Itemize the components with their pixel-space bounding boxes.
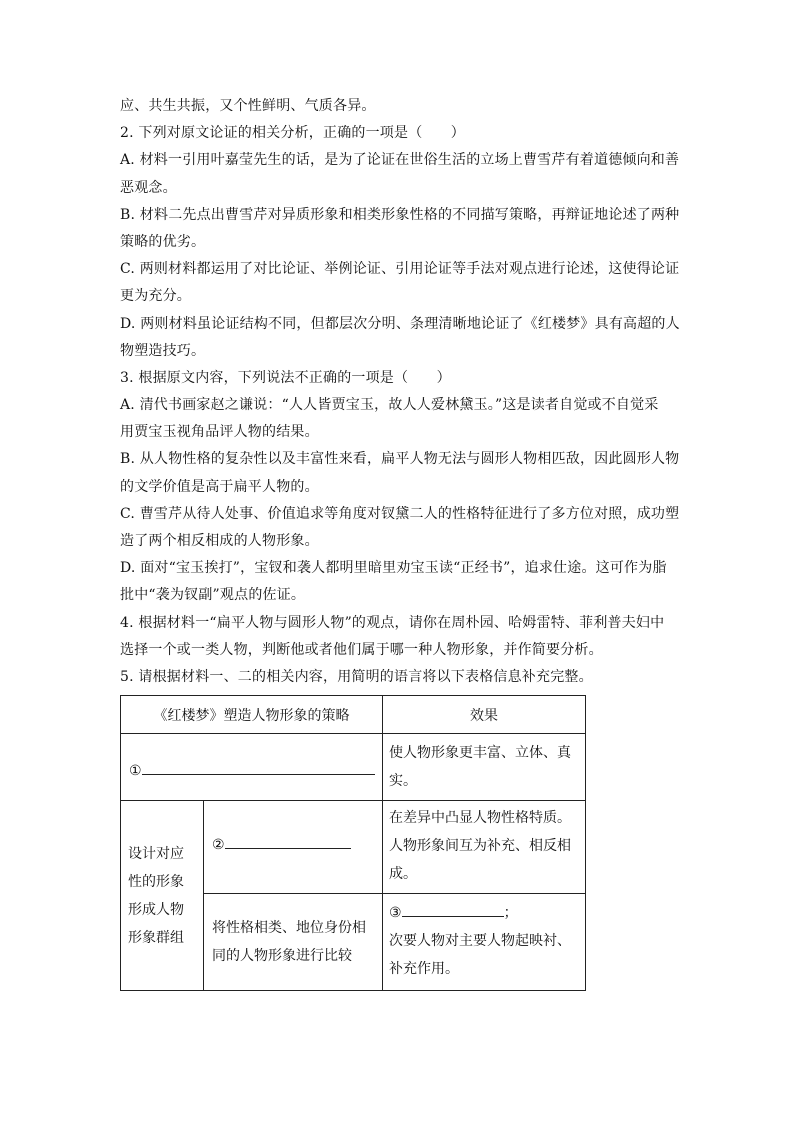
question-2-option-b: B. 材料二先点出曹雪芹对异质形象和相类形象性格的不同描写策略，再辩证地论述了两种 bbox=[120, 206, 680, 223]
text-line: 更为充分。 bbox=[120, 288, 191, 305]
circled-2-marker: ② bbox=[212, 837, 225, 853]
circled-1-marker: ① bbox=[129, 762, 142, 779]
question-3-option-c: C. 曹雪芹从待人处事、价值追求等角度对钗黛二人的性格特征进行了多方位对照，成功塑 bbox=[120, 505, 680, 522]
question-text bbox=[120, 93, 680, 691]
text-line: 策略的优劣。 bbox=[120, 233, 206, 250]
table-header-effect: 效果 bbox=[383, 696, 586, 734]
question-2-option-c: C. 两则材料都运用了对比论证、举例论证、引用论证等手法对观点进行论述，这使得论证 bbox=[120, 261, 680, 278]
text-line: 造了两个相反相成的人物形象。 bbox=[120, 533, 319, 549]
row2-strategy-cell bbox=[204, 801, 383, 894]
answer-blank-1[interactable] bbox=[142, 756, 375, 775]
row3-effect-text: 次要人物对主要人物起映衬、补充作用。 bbox=[389, 933, 571, 977]
table-header-strategy: 《红楼梦》塑造人物形象的策略 bbox=[121, 696, 383, 734]
text-line: 恶观念。 bbox=[120, 179, 177, 196]
question-3-stem: 3. 根据原文内容，下列说法不正确的一项是（ ） bbox=[120, 369, 451, 386]
text-line: 批中“袭为钗副”观点的佐证。 bbox=[120, 587, 306, 604]
row2-effect-cell: 在差异中凸显人物性格特质。人物形象间互为补充、相反相成。 bbox=[383, 801, 586, 894]
group-label-cell: 设计对应性的形象形成人物形象群组 bbox=[121, 801, 204, 991]
text-line: 物塑造技巧。 bbox=[120, 342, 206, 359]
answer-blank-2[interactable] bbox=[225, 830, 351, 849]
row1-strategy-cell bbox=[121, 734, 383, 801]
question-2-stem: 2. 下列对原文论证的相关分析，正确的一项是（ ） bbox=[120, 125, 466, 142]
question-3-option-b: B. 从人物性格的复杂性以及丰富性来看，扁平人物无法与圆形人物相匹敌，因此圆形人物 bbox=[120, 451, 680, 468]
question-4-stem: 4. 根据材料一“扁平人物与圆形人物”的观点，请你在周朴园、哈姆雷特、菲利普夫妇中 bbox=[120, 614, 665, 631]
row3-strategy-cell: 将性格相类、地位身份相同的人物形象进行比较 bbox=[204, 894, 383, 991]
row1-effect-cell: 使人物形象更丰富、立体、真实。 bbox=[383, 734, 586, 801]
strategy-effect-table bbox=[120, 695, 586, 991]
text-line: 选择一个或一类人物，判断他或者他们属于哪一种人物形象，并作简要分析。 bbox=[120, 641, 603, 658]
question-5-stem: 5. 请根据材料一、二的相关内容，用简明的语言将以下表格信息补充完整。 bbox=[120, 668, 593, 685]
text-line: 的文学价值是高于扁平人物的。 bbox=[120, 478, 319, 495]
text-line: 应、共生共振，又个性鲜明、气质各异。 bbox=[120, 98, 376, 114]
row3-effect-cell: ③ ； 次要人物对主要人物起映衬、补充作用。 bbox=[383, 894, 586, 991]
answer-blank-3[interactable] bbox=[402, 898, 504, 917]
text-line: 用贾宝玉视角品评人物的结果。 bbox=[120, 424, 319, 441]
question-2-option-d: D. 两则材料虽论证结构不同，但都层次分明、条理清晰地论证了《红楼梦》具有高超的人 bbox=[120, 315, 680, 332]
question-3-option-a: A. 清代书画家赵之谦说：“人人皆贾宝玉，故人人爱林黛玉。”这是读者自觉或不自觉采 bbox=[120, 397, 659, 414]
circled-3-marker: ③ bbox=[389, 905, 402, 921]
question-3-option-d: D. 面对“宝玉挨打”，宝钗和袭人都明里暗里劝宝玉读“正经书”，追求仕途。这可作为脂 bbox=[120, 560, 667, 577]
question-2-option-a: A. 材料一引用叶嘉莹先生的话，是为了论证在世俗生活的立场上曹雪芹有着道德倾向和善 bbox=[120, 152, 680, 169]
